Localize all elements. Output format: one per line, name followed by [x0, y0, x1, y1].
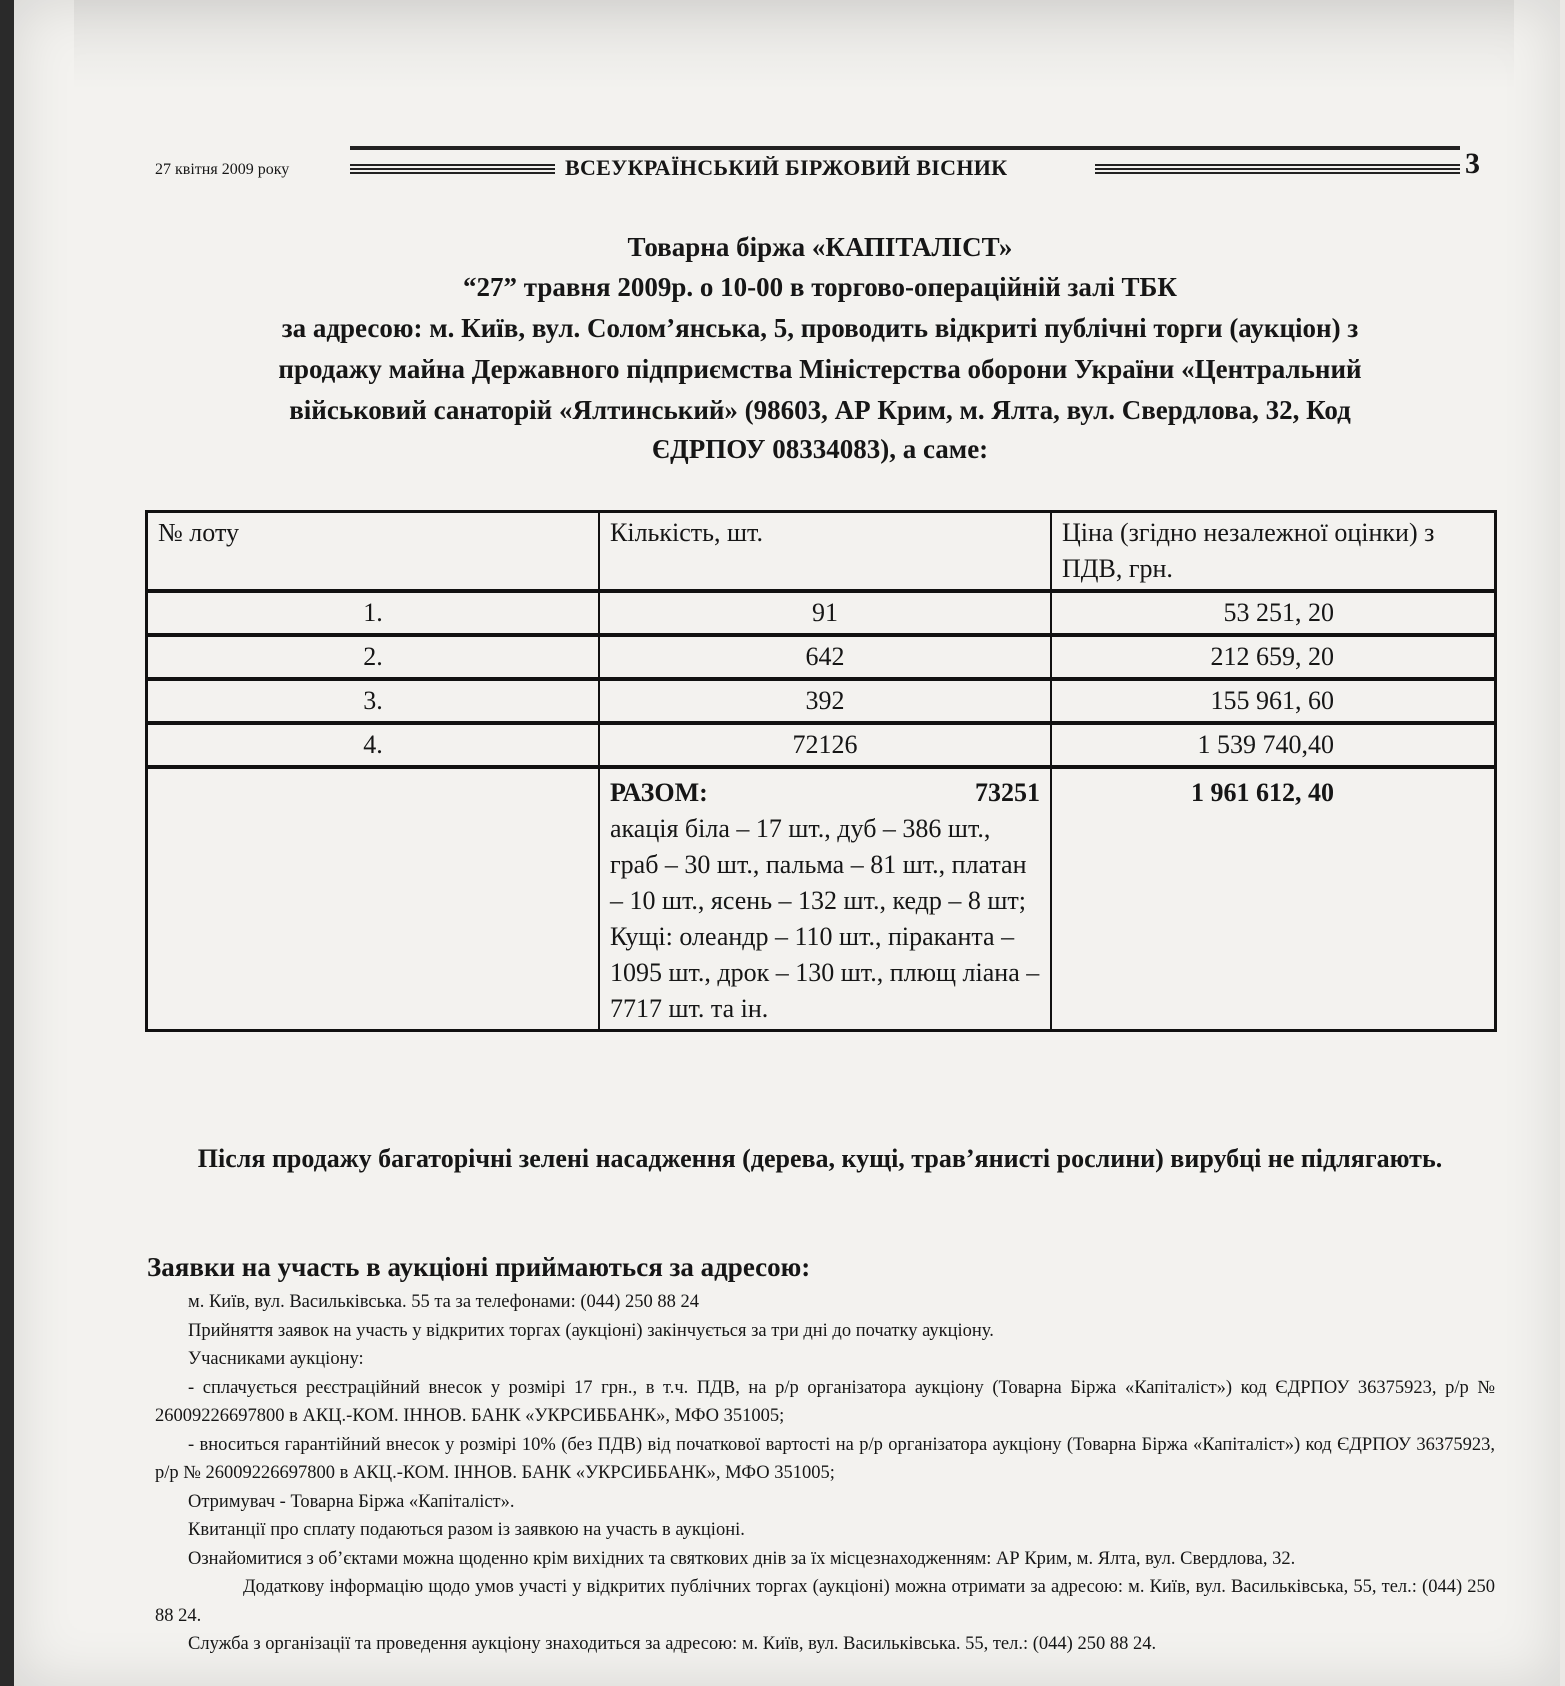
- lot-quantity: 72126: [599, 723, 1051, 767]
- page-fold-shadow: [74, 0, 1514, 90]
- lot-number: 4.: [147, 723, 600, 767]
- total-row: [147, 767, 1496, 1031]
- notice-line: за адресою: м. Київ, вул. Солом’янська, 5, проводить відкриті публічні торги (аукціон) з: [281, 313, 1359, 343]
- lot-quantity: 642: [599, 635, 1051, 679]
- paragraph: - сплачується реєстраційний внесок у розмірі 17 грн., в т.ч. ПДВ, на р/р організатора аукціону (Товарна Біржа «Капіталіст») код ЄДРПОУ 36375923, р/р № 26009226697800 в АКЦ.-КОМ. ІННОВ. БАНК «УКРСИББАНК», МФО 351005;: [155, 1377, 1495, 1426]
- total-empty-cell: [147, 767, 600, 1031]
- bushes-list: Кущі: олеандр – 110 шт., піраканта – 1095 шт., дрок – 130 шт., плющ ліана – 7717 шт. та ін.: [610, 922, 1040, 1023]
- paragraph: Служба з організації та проведення аукціону знаходиться за адресою: м. Київ, вул. Васильківська. 55, тел.: (044) 250 88 24.: [188, 1634, 1157, 1654]
- lot-number: 1.: [147, 591, 600, 635]
- auction-datetime: “27” травня 2009р. о 10-00 в торгово-операційній залі ТБК: [463, 272, 1177, 302]
- lots-table: [145, 510, 1497, 1032]
- applications-body: [155, 1288, 1495, 1659]
- header-rule-left: [350, 164, 555, 174]
- scan-edge: [0, 0, 14, 1686]
- header-lot: № лоту: [147, 512, 600, 592]
- lot-price: 212 659, 20: [1051, 635, 1496, 679]
- total-description: [599, 767, 1051, 1031]
- paragraph: Учасниками аукціону:: [188, 1349, 364, 1369]
- trees-list: акація біла – 17 шт., дуб – 386 шт., граб – 30 шт., пальма – 81 шт., платан – 10 шт., ясень – 132 шт., кедр – 8 шт;: [610, 814, 1027, 915]
- notice-line: ЄДРПОУ 08334083), а саме:: [651, 434, 989, 464]
- header-rule-right: [1095, 164, 1460, 174]
- lot-price: 1 539 740,40: [1051, 723, 1496, 767]
- paragraph: Квитанції про сплату подаються разом із заявкою на участь в аукціоні.: [188, 1520, 745, 1540]
- notice-line: продажу майна Державного підприємства Міністерства оборони України «Центральний: [278, 354, 1362, 384]
- issue-date: 27 квітня 2009 року: [155, 161, 290, 178]
- lot-quantity: 91: [599, 591, 1051, 635]
- table-row: [147, 591, 1496, 635]
- paragraph: м. Київ, вул. Васильківська. 55 та за телефонами: (044) 250 88 24: [188, 1292, 700, 1312]
- table-header-row: [147, 512, 1496, 592]
- table-row: [147, 679, 1496, 723]
- lot-number: 3.: [147, 679, 600, 723]
- page-number: 3: [1465, 147, 1480, 180]
- lot-number: 2.: [147, 635, 600, 679]
- notice-line: військовий санаторій «Ялтинський» (98603, АР Крим, м. Ялта, вул. Свердлова, 32, Код: [289, 395, 1351, 425]
- table-row: [147, 635, 1496, 679]
- header-quantity: Кількість, шт.: [599, 512, 1051, 592]
- total-label: РАЗОМ:: [610, 778, 708, 807]
- after-sale-note: Після продажу багаторічні зелені насадження (дерева, кущі, трав’янисті рослини) вирубці не підлягають.: [197, 1144, 1443, 1173]
- lot-price: 155 961, 60: [1051, 679, 1496, 723]
- total-line: [610, 775, 1040, 811]
- paragraph: - вноситься гарантійний внесок у розмірі 10% (без ПДВ) від початкової вартості на р/р організатора аукціону (Товарна Біржа «Капіталіст») код ЄДРПОУ 36375923, р/р № 26009226697800 в АКЦ.-КОМ. ІННОВ. БАНК «УКРСИББАНК», МФО 351005;: [155, 1434, 1495, 1483]
- table-row: [147, 723, 1496, 767]
- header-price: Ціна (згідно незалежної оцінки) з ПДВ, грн.: [1051, 512, 1496, 592]
- total-price: 1 961 612, 40: [1051, 767, 1496, 1031]
- paragraph: Ознайомитися з об’єктами можна щоденно крім вихідних та святкових днів за їх місцезнаходженням: АР Крим, м. Ялта, вул. Свердлова, 32.: [188, 1548, 1296, 1569]
- applications-heading: Заявки на участь в аукціоні приймаються за адресою:: [147, 1252, 811, 1282]
- paragraph: Прийняття заявок на участь у відкритих торгах (аукціоні) закінчується за три дні до початку аукціону.: [188, 1320, 994, 1341]
- paragraph: Додаткову інформацію щодо умов участі у відкритих публічних торгах (аукціоні) можна отримати за адресою: м. Київ, вул. Васильківська, 55, тел.: (044) 250 88 24.: [155, 1577, 1495, 1626]
- lot-quantity: 392: [599, 679, 1051, 723]
- lot-price: 53 251, 20: [1051, 591, 1496, 635]
- paragraph: Отримувач - Товарна Біржа «Капіталіст».: [188, 1491, 515, 1512]
- header-rule-top: [350, 146, 1460, 150]
- total-quantity: 73251: [975, 778, 1040, 807]
- exchange-name: Товарна біржа «КАПІТАЛІСТ»: [627, 232, 1013, 262]
- publication-title: ВСЕУКРАЇНСЬКИЙ БІРЖОВИЙ ВІСНИК: [565, 155, 1008, 180]
